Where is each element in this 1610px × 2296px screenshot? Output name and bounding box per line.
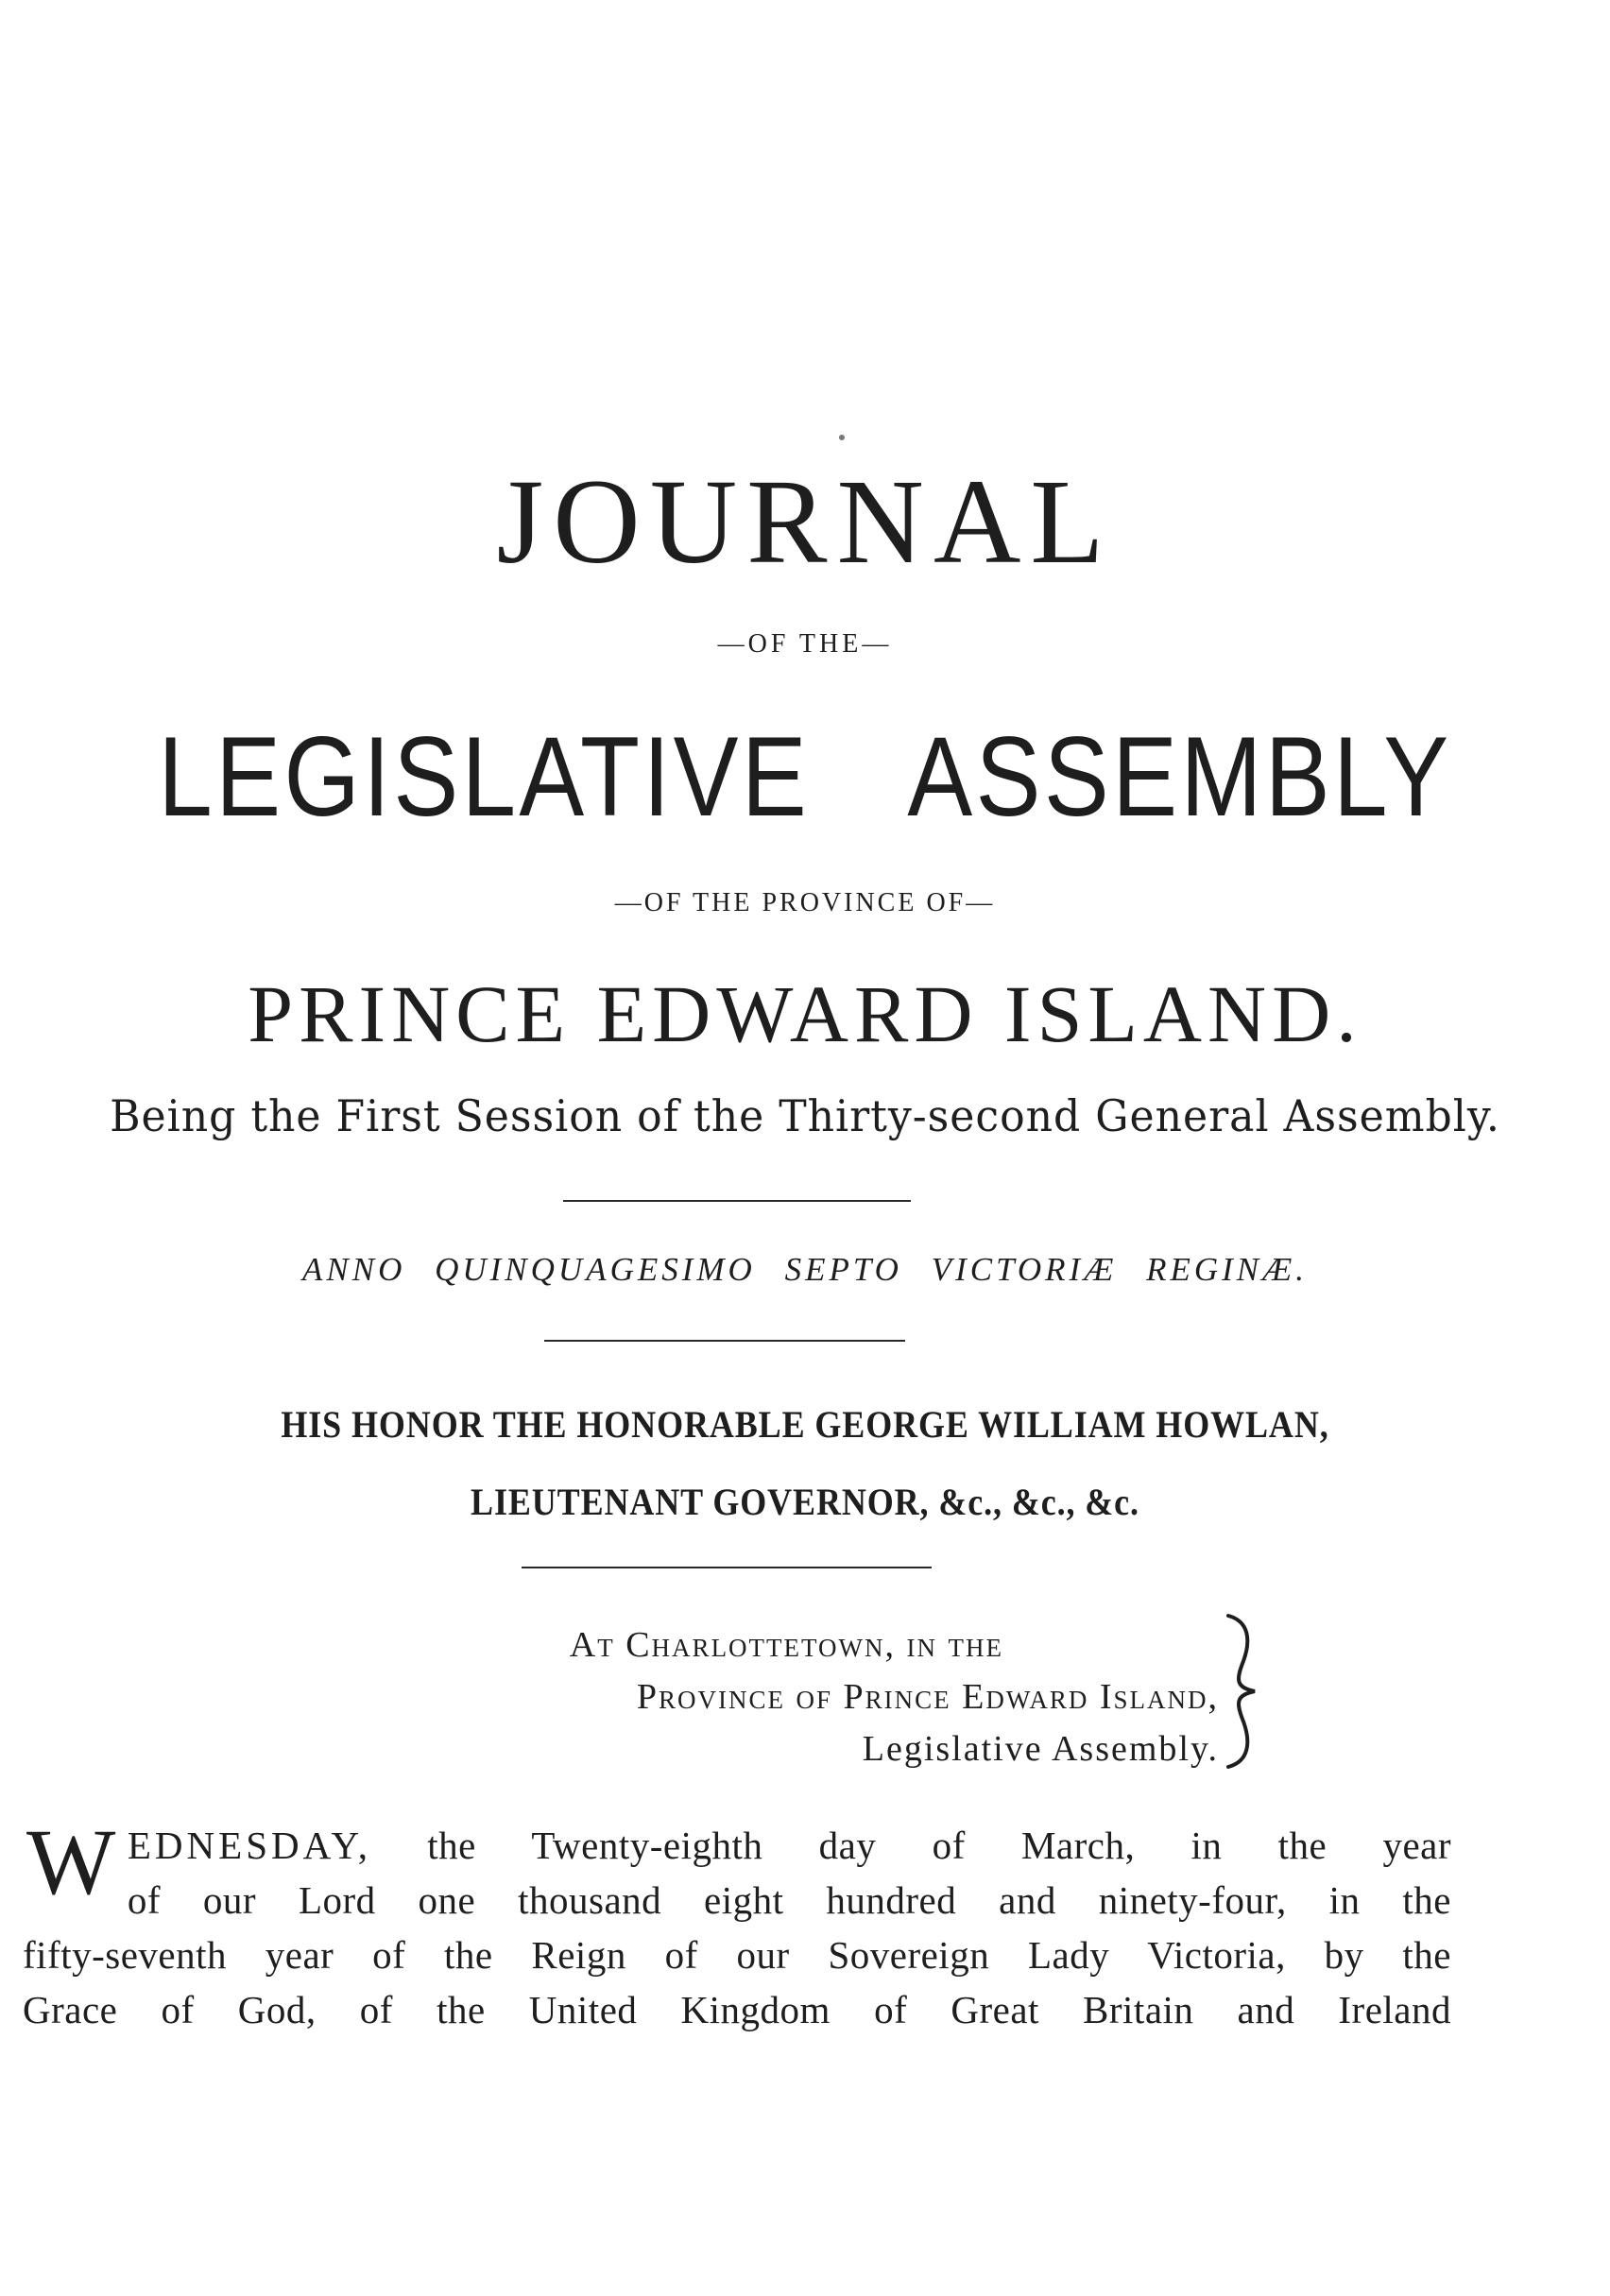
- province-title: PRINCE EDWARD ISLAND.: [248, 968, 1362, 1059]
- place-line-2: Province of Prince Edward Island,: [636, 1677, 1219, 1718]
- place-line-3: Legislative Assembly.: [862, 1729, 1219, 1770]
- body-paragraph: [23, 1809, 1451, 2037]
- journal-title: JOURNAL: [496, 454, 1114, 589]
- legislative-assembly-title: [112, 713, 1497, 840]
- body-line-3: fifty-seventh year of the Reign of our Sovereign Lady Victoria, by the: [23, 1933, 1451, 1977]
- place-heading: [368, 1619, 1219, 1775]
- drop-cap: W: [26, 1809, 116, 1914]
- divider-rule: [544, 1340, 905, 1342]
- divider-rule: [563, 1200, 911, 1202]
- governor-name-line: HIS HONOR THE HONORABLE GEORGE WILLIAM HOWLAN,: [281, 1403, 1329, 1446]
- assembly-word: ASSEMBLY: [907, 713, 1452, 840]
- body-line-4: Grace of God, of the United Kingdom of Great Britain and Ireland: [23, 1988, 1451, 2031]
- regnal-year-line: ANNO QUINQUAGESIMO SEPTO VICTORIÆ REGINÆ.: [302, 1251, 1308, 1288]
- governor-title-line: LIEUTENANT GOVERNOR, &c., &c., &c.: [471, 1481, 1139, 1523]
- body-lead-word: EDNESDAY,: [127, 1824, 372, 1867]
- province-of-subheading: —OF THE PROVINCE OF—: [614, 888, 996, 917]
- place-line-1: At Charlottetown, in the: [569, 1625, 1003, 1665]
- body-line-1-text: the Twenty-eighth day of March, in the year: [427, 1824, 1451, 1867]
- divider-rule: [522, 1567, 932, 1568]
- legislative-word: LEGISLATIVE: [158, 713, 811, 840]
- body-line-1: [23, 1818, 1451, 1873]
- of-the-subheading: —OF THE—: [717, 629, 893, 659]
- print-speck: [839, 435, 845, 440]
- body-line-2: of our Lord one thousand eight hundred and ninety-four, in the: [127, 1878, 1451, 1922]
- session-subtitle: Being the First Session of the Thirty-second General Assembly.: [110, 1090, 1500, 1141]
- curly-brace-icon: [1223, 1612, 1264, 1771]
